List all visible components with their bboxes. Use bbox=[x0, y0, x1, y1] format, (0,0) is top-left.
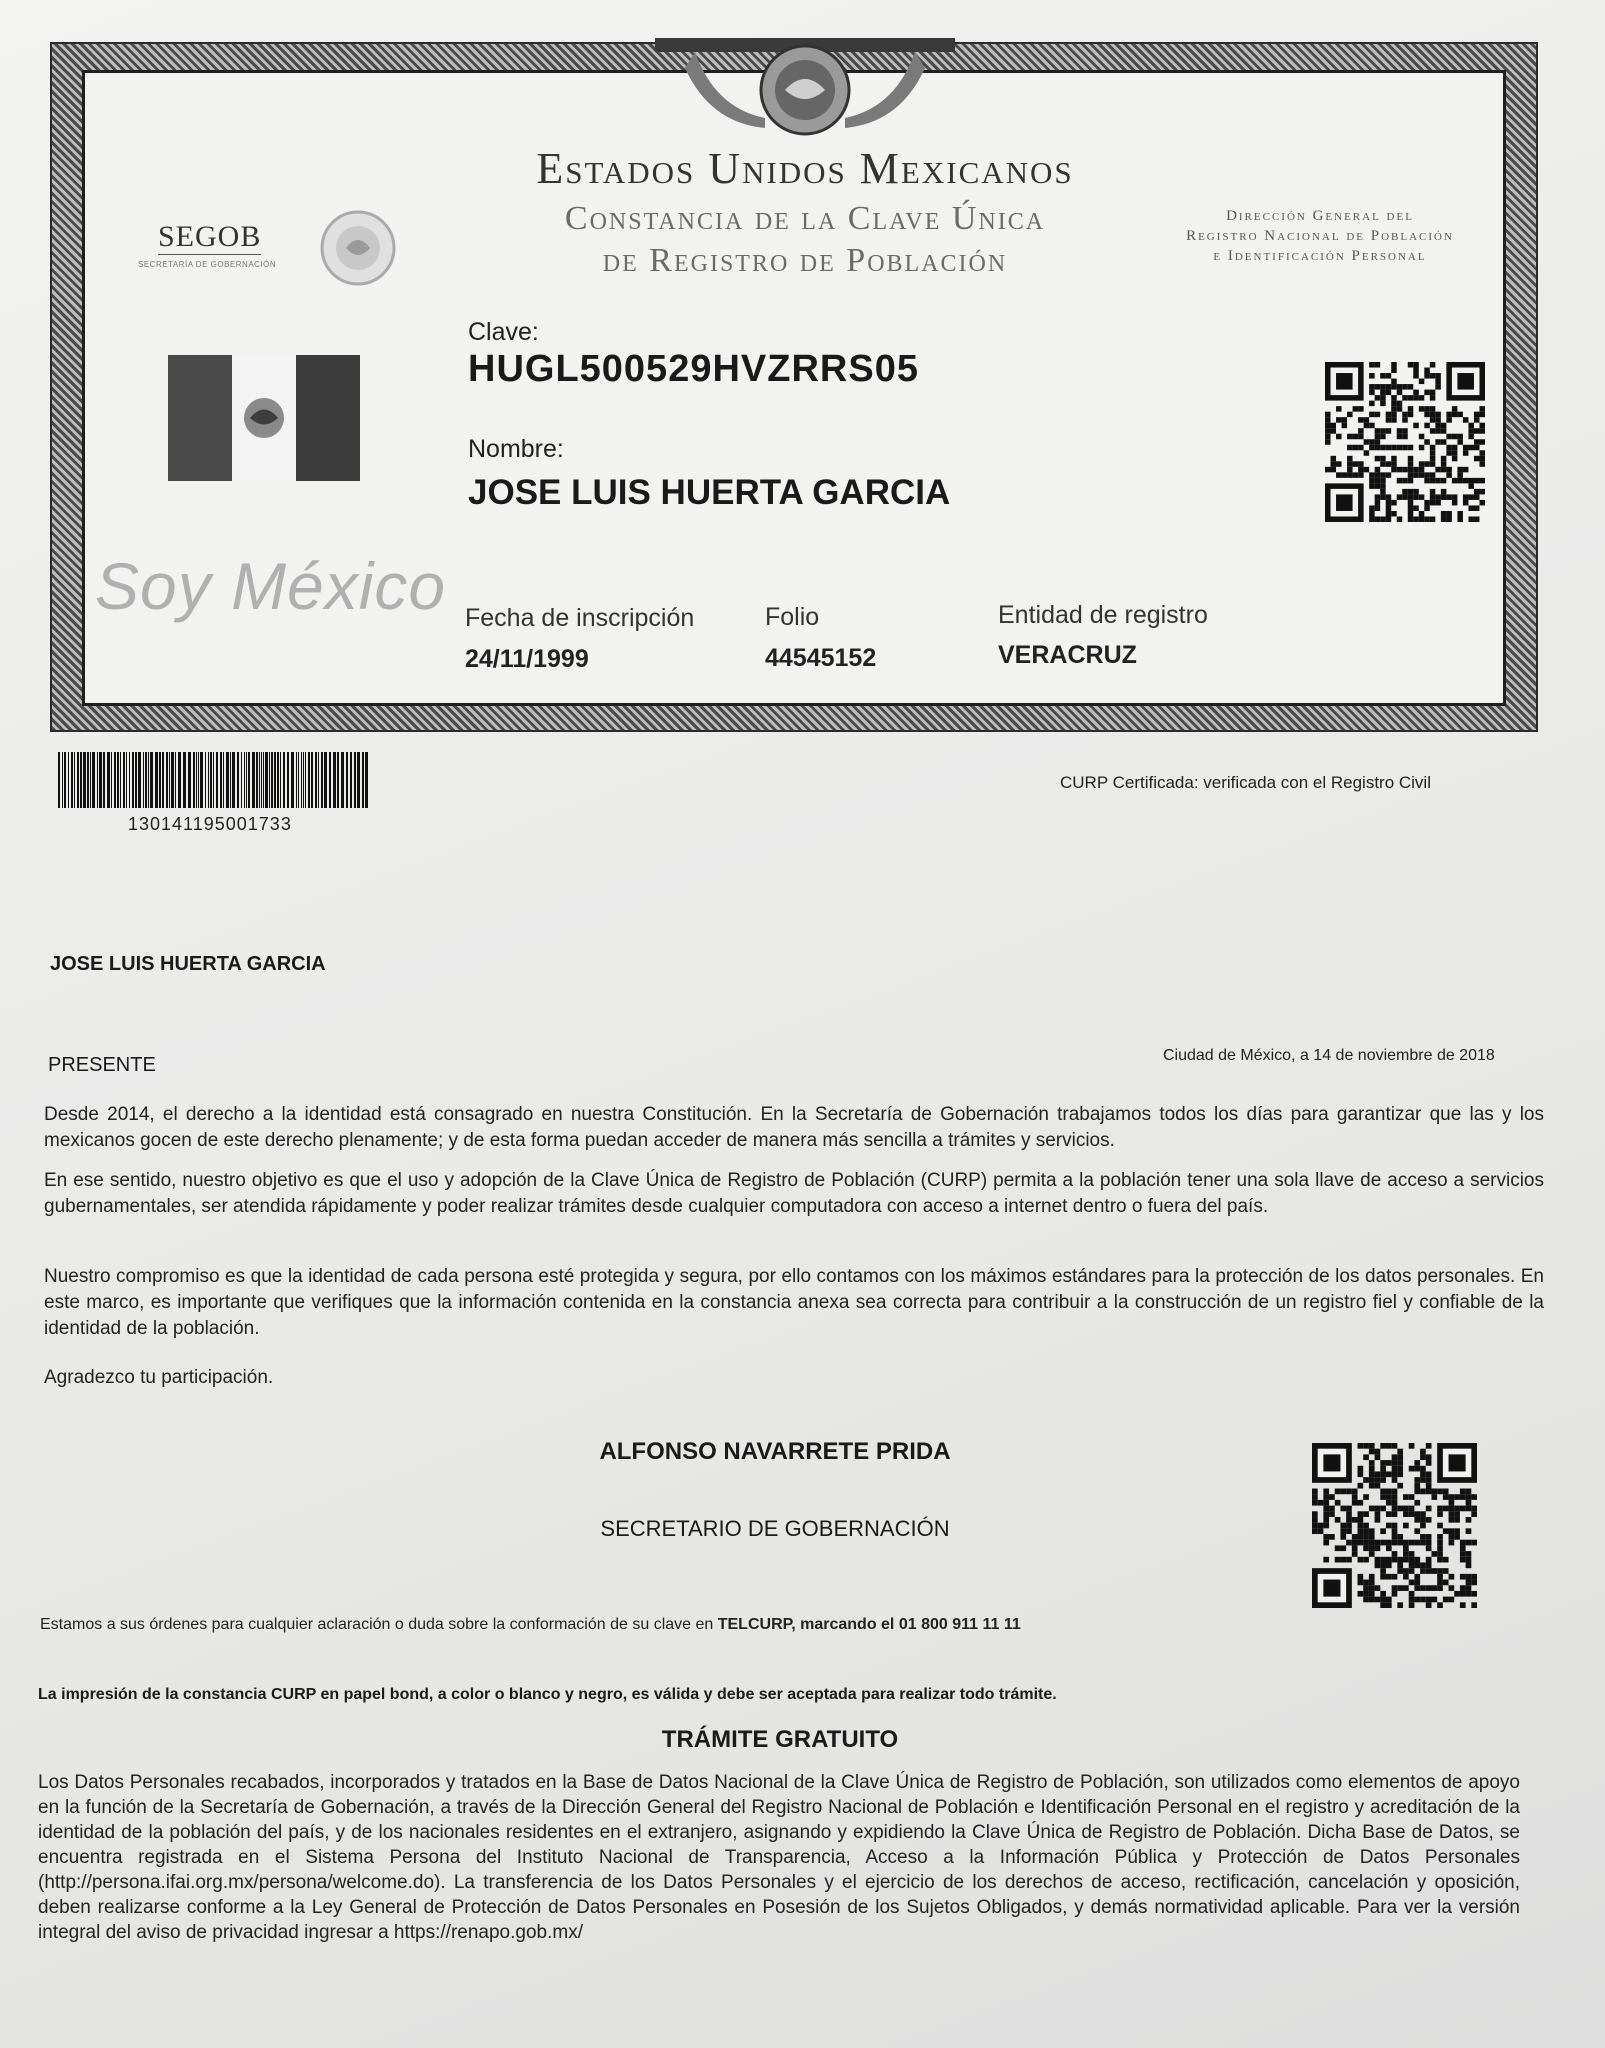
slogan: Soy México bbox=[95, 549, 447, 623]
seal-icon bbox=[318, 208, 398, 288]
segob-logo: SEGOB bbox=[158, 220, 262, 253]
folio-value: 44545152 bbox=[765, 644, 877, 672]
clave-label: Clave: bbox=[468, 318, 539, 346]
telcurp-number: TELCURP, marcando el 01 800 911 11 11 bbox=[717, 1616, 1021, 1633]
addressee: JOSE LUIS HUERTA GARCIA bbox=[50, 953, 326, 975]
privacy-notice: Los Datos Personales recabados, incorporados y tratados en la Base de Datos Nacional de la Clave Única de Registro de Población, son utilizados como elementos de apoyo en la función de la Secretaría de Gobernación, a través de la Dirección General del Registro Nacional de Población e Identificación Personal en el registro y acreditación de la identidad de la población del país, y de los nacionales residentes en el extranjero, asignando y expidiendo la Clave Única de Registro de Población. Dicha Base de Datos, se encuentra registrada en el Sistema Persona del Instituto Nacional de Transparencia, Acceso a la Información Pública y Protección de Datos Personales (http://persona.ifai.org.mx/persona/welcome.do). La transferencia de los Datos Personales y el ejercicio de los derechos de acceso, rectificación, cancelación y oposición, deben realizarse conforme a la Ley General de Protección de Datos Personales en Posesión de los Sujetos Obligados, y demás normatividad aplicable. Para ver la versión integral del aviso de privacidad ingresar a https://renapo.gob.mx/ bbox=[38, 1772, 1520, 1943]
signer-role: SECRETARIO DE GOBERNACIÓN bbox=[600, 1516, 950, 1541]
qr-code-icon bbox=[1325, 362, 1485, 522]
clave-value: HUGL500529HVZRRS05 bbox=[468, 348, 919, 390]
agency-name bbox=[1160, 206, 1480, 266]
agency-line1: Dirección General del bbox=[1226, 208, 1414, 224]
letter-date: Ciudad de México, a 14 de noviembre de 2018 bbox=[1163, 1047, 1495, 1064]
fecha-value: 24/11/1999 bbox=[465, 645, 589, 673]
entidad-value: VERACRUZ bbox=[998, 641, 1137, 669]
barcode-number: 130141195001733 bbox=[128, 814, 292, 834]
paragraph-1: Desde 2014, el derecho a la identidad está consagrado en nuestra Constitución. En la Secretaría de Gobernación trabajamos todos los días para garantizar que las y los mexicanos gocen de este derecho plenamente; y de esta forma puedan acceder de manera más sencilla a trámites y servicios. bbox=[44, 1104, 1544, 1151]
contact-line bbox=[40, 1616, 1021, 1634]
document-title-line2: de Registro de Población bbox=[602, 242, 1008, 279]
free-procedure-heading: TRÁMITE GRATUITO bbox=[661, 1726, 899, 1753]
folio-label: Folio bbox=[765, 603, 820, 631]
paragraph-4: Agradezco tu participación. bbox=[44, 1367, 274, 1388]
fecha-label: Fecha de inscripción bbox=[465, 604, 695, 632]
national-emblem-icon bbox=[655, 38, 955, 138]
signer-name: ALFONSO NAVARRETE PRIDA bbox=[599, 1438, 951, 1465]
agency-line2: Registro Nacional de Población bbox=[1186, 228, 1454, 244]
document-title bbox=[470, 198, 1140, 282]
nombre-label: Nombre: bbox=[468, 435, 564, 463]
qr-code-icon bbox=[1312, 1443, 1477, 1608]
segob-subtitle: SECRETARÍA DE GOBERNACIÓN bbox=[138, 260, 277, 269]
certified-note: CURP Certificada: verificada con el Registro Civil bbox=[1060, 773, 1431, 792]
paragraph-2: En ese sentido, nuestro objetivo es que el uso y adopción de la Clave Única de Registro de Población (CURP) permita a la población tener una sola llave de acceso a servicios gubernamentales, ser atendida rápidamente y poder realizar trámites desde cualquier computadora con acceso a internet dentro o fuera del país. bbox=[44, 1170, 1544, 1217]
salutation: PRESENTE bbox=[48, 1054, 156, 1076]
nombre-value: JOSE LUIS HUERTA GARCIA bbox=[468, 473, 951, 512]
contact-text: Estamos a sus órdenes para cualquier aclaración o duda sobre la conformación de su clave en bbox=[40, 1616, 718, 1633]
paragraph-3: Nuestro compromiso es que la identidad de cada persona esté protegida y segura, por ello contamos con los máximos estándares para la protección de los datos personales. En este marco, es importante que verifiques que la información contenida en la constancia anexa sea correcta para contribuir a la construcción de un registro fiel y confiable de la identidad de la población. bbox=[44, 1266, 1544, 1339]
barcode-icon bbox=[58, 752, 368, 808]
entidad-label: Entidad de registro bbox=[998, 601, 1208, 629]
document-title-line1: Constancia de la Clave Única bbox=[564, 200, 1046, 237]
agency-line3: e Identificación Personal bbox=[1213, 248, 1427, 264]
validity-note: La impresión de la constancia CURP en papel bond, a color o blanco y negro, es válida y debe ser aceptada para realizar todo trámite. bbox=[38, 1686, 1057, 1703]
country-title: Estados Unidos Mexicanos bbox=[536, 144, 1074, 193]
mexican-flag-icon bbox=[168, 355, 360, 481]
